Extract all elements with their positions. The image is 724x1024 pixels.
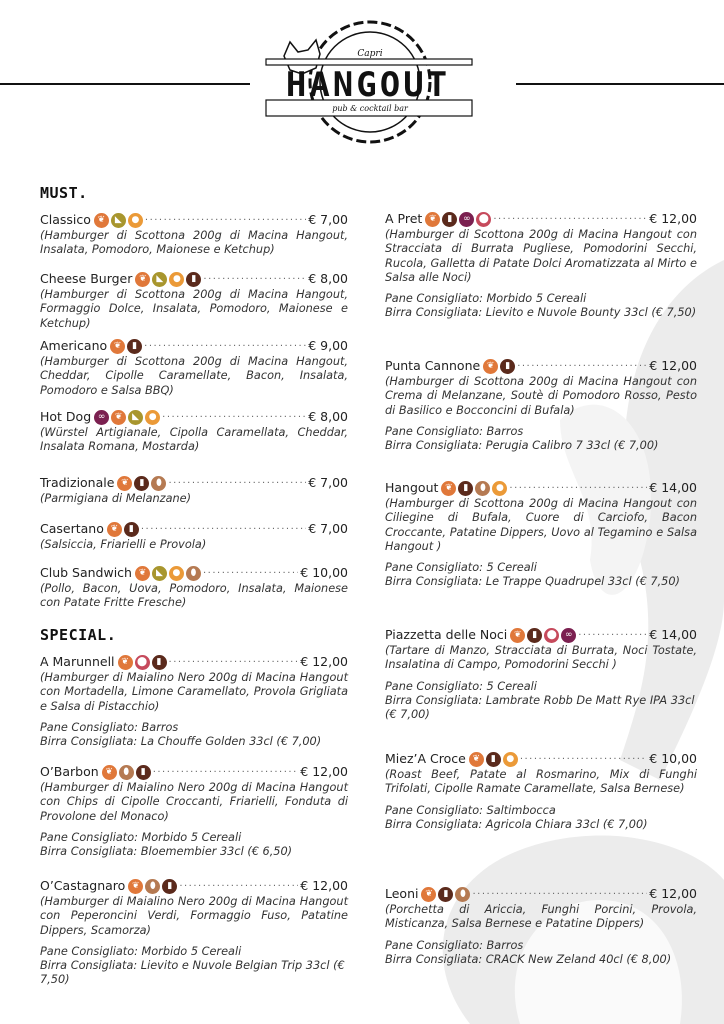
menu-item-description: (Salsiccia, Friarielli e Provola) <box>40 538 207 551</box>
menu-item-description: (Hamburger di Scottona 200g di Macina Hangout con Ciliegine di Bufala, Cuore di Carciofo, Bacon Croccante, Patatine Dippers, Uovo al Tegamino e Salsa Hangout ) <box>385 497 697 553</box>
wheat-icon: ❦ <box>483 359 498 374</box>
sulphites-icon: ∞ <box>561 628 576 643</box>
peanut-icon: ⬮ <box>475 481 490 496</box>
wheat-icon: ❦ <box>110 339 125 354</box>
menu-item-name: Hot Dog <box>40 408 92 424</box>
menu-item-description: (Hamburger di Scottona 200g di Macina Hangout, Cheddar, Cipolle Caramellate, Bacon, Insalata, Pomodoro e Salsa BBQ) <box>40 355 348 397</box>
peanut-icon: ⬮ <box>119 765 134 780</box>
recommendations <box>385 680 697 723</box>
recommendations <box>40 831 348 860</box>
recommended-bread: Pane Consigliato: Morbido 5 Cereali <box>40 944 242 958</box>
dot-leader <box>153 763 299 777</box>
recommended-beer: Birra Consigliata: Lievito e Nuvole Bounty 33cl (€ 7,50) <box>385 306 697 320</box>
eggs-icon: ● <box>169 272 184 287</box>
menu-item-header <box>40 878 348 894</box>
menu-item-price: € 12,00 <box>649 885 697 901</box>
recommendations <box>385 292 697 321</box>
menu-item-header <box>385 627 697 643</box>
dot-leader <box>578 626 647 640</box>
menu-item-header <box>40 212 348 228</box>
dot-leader <box>168 474 306 488</box>
wheat-icon: ❦ <box>469 752 484 767</box>
dot-leader <box>145 211 306 225</box>
eggs-icon: ● <box>169 566 184 581</box>
allergen-icons <box>510 628 576 643</box>
nut-icon: ⬤ <box>476 212 491 227</box>
menu-item-name: A Marunnell <box>40 653 115 669</box>
menu-item-header <box>385 480 697 496</box>
header-rule-right <box>516 83 724 85</box>
allergen-icons <box>469 752 518 767</box>
menu-item-name: O’Barbon <box>40 763 99 779</box>
menu-item <box>385 627 697 722</box>
wheat-icon: ❦ <box>510 628 525 643</box>
wheat-icon: ❦ <box>441 481 456 496</box>
menu-item <box>385 358 697 453</box>
menu-item <box>385 211 697 321</box>
svg-text:Capri: Capri <box>357 49 383 59</box>
menu-item <box>40 654 348 749</box>
dot-leader <box>169 653 299 667</box>
menu-item-description: (Hamburger di Scottona 200g di Macina Hangout con Stracciata di Burrata Pugliese, Pomodorini Secchi, Rucola, Galletta di Patate Dolci Aromatizzata al Mirto e Salsa alle Noci) <box>385 228 697 284</box>
menu-item-header <box>40 654 348 670</box>
menu-item-description: (Tartare di Manzo, Stracciata di Burrata, Noci Tostate, Insalatina di Campo, Pomodorini Secchi ) <box>385 644 697 672</box>
wheat-icon: ❦ <box>425 212 440 227</box>
peanut-icon: ⬮ <box>145 879 160 894</box>
menu-item-name: Cheese Burger <box>40 270 133 286</box>
svg-text:HANGOUT: HANGOUT <box>285 65 451 105</box>
sulphites-icon: ∞ <box>94 410 109 425</box>
menu-item <box>40 521 348 552</box>
jar-icon: ▮ <box>124 522 139 537</box>
menu-item-header <box>40 338 348 354</box>
menu-item <box>40 565 348 611</box>
menu-item-name: Piazzetta delle Noci <box>385 626 508 642</box>
menu-item-description: (Hamburger di Scottona 200g di Macina Hangout con Crema di Melanzane, Soutè di Pomodoro Rosso, Pesto di Basilico e Bocconcini di Bufala) <box>385 375 697 417</box>
recommendations <box>385 939 697 968</box>
recommendations <box>40 945 348 988</box>
recommended-bread: Pane Consigliato: Barros <box>385 938 524 952</box>
menu-item-header <box>385 211 697 227</box>
menu-item <box>40 475 348 506</box>
menu-item-description: (Hamburger di Scottona 200g di Macina Hangout, Formaggio Dolce, Insalata, Pomodoro, Maionese e Ketchup) <box>40 288 348 330</box>
menu-item-name: Miez’A Croce <box>385 750 466 766</box>
dot-leader <box>509 479 647 493</box>
allergen-icons <box>128 879 177 894</box>
svg-text:pub & cocktail bar: pub & cocktail bar <box>332 104 408 113</box>
menu-item-price: € 14,00 <box>649 626 697 642</box>
nut-icon: ⬤ <box>135 655 150 670</box>
jar-icon: ▮ <box>458 481 473 496</box>
jar-icon: ▮ <box>438 887 453 902</box>
menu-item-name: Punta Cannone <box>385 357 481 373</box>
menu-item-price: € 12,00 <box>649 357 697 373</box>
menu-item-description: (Würstel Artigianale, Cipolla Caramellata, Cheddar, Insalata Romana, Mostarda) <box>40 426 348 454</box>
dot-leader <box>179 877 298 891</box>
jar-icon: ▮ <box>136 765 151 780</box>
jar-icon: ▮ <box>442 212 457 227</box>
sulphites-icon: ∞ <box>459 212 474 227</box>
peanut-icon: ⬮ <box>151 476 166 491</box>
recommended-bread: Pane Consigliato: Saltimbocca <box>385 803 556 817</box>
recommended-bread: Pane Consigliato: 5 Cereali <box>385 679 537 693</box>
wheat-icon: ❦ <box>94 213 109 228</box>
menu-item-name: Hangout <box>385 479 439 495</box>
menu-item-header <box>40 521 348 537</box>
nut-icon: ⬤ <box>544 628 559 643</box>
menu-item <box>40 878 348 988</box>
recommended-beer: Birra Consigliata: Bloemembier 33cl (€ 6,50) <box>40 845 293 859</box>
allergen-icons <box>94 410 160 425</box>
allergen-icons <box>421 887 470 902</box>
recommended-bread: Pane Consigliato: Morbido 5 Cereali <box>40 830 242 844</box>
recommendations <box>385 425 697 454</box>
recommended-bread: Pane Consigliato: Barros <box>40 720 179 734</box>
menu-item-header <box>40 764 348 780</box>
menu-item-name: Americano <box>40 337 108 353</box>
allergen-icons <box>117 476 166 491</box>
recommended-bread: Pane Consigliato: 5 Cereali <box>385 561 537 575</box>
jar-icon: ▮ <box>127 339 142 354</box>
menu-item-name: Leoni <box>385 885 419 901</box>
menu-item-description: (Hamburger di Maialino Nero 200g di Macina Hangout con Chips di Cipolle Croccanti, Friarielli, Fonduta di Provolone del Monaco) <box>40 781 348 823</box>
jar-icon: ▮ <box>527 628 542 643</box>
menu-item <box>40 271 348 331</box>
menu-item-description: (Porchetta di Ariccia, Funghi Porcini, Provola, Misticanza, Salsa Bernese e Patatine Dippers) <box>385 903 697 931</box>
jar-icon: ▮ <box>186 272 201 287</box>
jar-icon: ▮ <box>486 752 501 767</box>
wheat-icon: ❦ <box>135 566 150 581</box>
allergen-icons <box>135 272 201 287</box>
menu-item <box>40 764 348 859</box>
menu-item-header <box>385 751 697 767</box>
dot-leader <box>472 885 647 899</box>
menu-item-price: € 12,00 <box>300 877 348 893</box>
dot-leader <box>203 564 298 578</box>
recommendations <box>385 804 697 833</box>
menu-item-name: A Pret <box>385 210 423 226</box>
section-heading-special: SPECIAL. <box>40 626 117 644</box>
menu-item-name: Classico <box>40 211 91 227</box>
menu-item-price: € 10,00 <box>649 750 697 766</box>
milk-icon: ◣ <box>128 410 143 425</box>
recommended-beer: Birra Consigliata: Perugia Calibro 7 33cl (€ 7,00) <box>385 439 659 453</box>
menu-item-header <box>40 271 348 287</box>
menu-item-description: (Hamburger di Maialino Nero 200g di Macina Hangout con Mortadella, Limone Caramellato, Provola Grigliata e Salsa di Pistacchio) <box>40 671 348 713</box>
milk-icon: ◣ <box>152 272 167 287</box>
eggs-icon: ● <box>128 213 143 228</box>
hangout-logo <box>262 14 474 152</box>
wheat-icon: ❦ <box>102 765 117 780</box>
section-heading-must: MUST. <box>40 184 88 202</box>
menu-item-name: Tradizionale <box>40 474 115 490</box>
jar-icon: ▮ <box>134 476 149 491</box>
eggs-icon: ● <box>492 481 507 496</box>
dot-leader <box>517 357 647 371</box>
allergen-icons <box>102 765 151 780</box>
menu-item-price: € 7,00 <box>308 520 348 536</box>
wheat-icon: ❦ <box>111 410 126 425</box>
recommended-bread: Pane Consigliato: Barros <box>385 424 524 438</box>
menu-item-price: € 8,00 <box>308 408 348 424</box>
dot-leader <box>203 270 306 284</box>
allergen-icons <box>135 566 201 581</box>
eggs-icon: ● <box>503 752 518 767</box>
recommendations <box>40 721 348 750</box>
recommended-beer: Birra Consigliata: Le Trappe Quadrupel 33cl (€ 7,50) <box>385 575 680 589</box>
eggs-icon: ● <box>145 410 160 425</box>
milk-icon: ◣ <box>152 566 167 581</box>
menu-item-price: € 7,00 <box>308 211 348 227</box>
allergen-icons <box>441 481 507 496</box>
dot-leader <box>144 337 306 351</box>
recommended-beer: Birra Consigliata: La Chouffe Golden 33cl (€ 7,00) <box>40 735 322 749</box>
wheat-icon: ❦ <box>107 522 122 537</box>
allergen-icons <box>94 213 143 228</box>
menu-item-price: € 12,00 <box>649 210 697 226</box>
peanut-icon: ⬮ <box>186 566 201 581</box>
menu-item-price: € 7,00 <box>308 474 348 490</box>
header-rule-left <box>0 83 250 85</box>
recommended-beer: Birra Consigliata: Lambrate Robb De Matt Rye IPA 33cl (€ 7,00) <box>385 693 695 722</box>
menu-item <box>40 212 348 258</box>
milk-icon: ◣ <box>111 213 126 228</box>
menu-item-description: (Hamburger di Scottona 200g di Macina Hangout, Insalata, Pomodoro, Maionese e Ketchup) <box>40 229 348 257</box>
menu-item <box>385 886 697 967</box>
menu-item-price: € 10,00 <box>300 564 348 580</box>
peanut-icon: ⬮ <box>455 887 470 902</box>
menu-item-price: € 8,00 <box>308 270 348 286</box>
allergen-icons <box>118 655 167 670</box>
recommended-beer: Birra Consigliata: Lievito e Nuvole Belgian Trip 33cl (€ 7,50) <box>40 959 345 987</box>
menu-item-description: (Roast Beef, Patate al Rosmarino, Mix di Funghi Trifolati, Cipolle Ramate Caramellate, Salsa Bernese) <box>385 768 697 796</box>
menu-item <box>40 409 348 455</box>
wheat-icon: ❦ <box>135 272 150 287</box>
menu-item-price: € 9,00 <box>308 337 348 353</box>
recommended-bread: Pane Consigliato: Morbido 5 Cereali <box>385 292 587 306</box>
menu-item-price: € 14,00 <box>649 479 697 495</box>
menu-item-header <box>40 409 348 425</box>
menu-item-description: (Pollo, Bacon, Uova, Pomodoro, Insalata, Maionese con Patate Fritte Fresche) <box>40 582 348 610</box>
menu-item-price: € 12,00 <box>300 763 348 779</box>
menu-item <box>385 751 697 832</box>
wheat-icon: ❦ <box>421 887 436 902</box>
menu-item <box>40 338 348 398</box>
menu-item-header <box>40 565 348 581</box>
menu-item-price: € 12,00 <box>300 653 348 669</box>
dot-leader <box>520 750 647 764</box>
wheat-icon: ❦ <box>117 476 132 491</box>
menu-item-header <box>385 886 697 902</box>
menu-item-header <box>385 358 697 374</box>
menu-item-header <box>40 475 348 491</box>
jar-icon: ▮ <box>152 655 167 670</box>
allergen-icons <box>110 339 142 354</box>
wheat-icon: ❦ <box>128 879 143 894</box>
dot-leader <box>493 210 647 224</box>
allergen-icons <box>483 359 515 374</box>
menu-item-name: O’Castagnaro <box>40 877 126 893</box>
dot-leader <box>141 520 306 534</box>
wheat-icon: ❦ <box>118 655 133 670</box>
allergen-icons <box>425 212 491 227</box>
menu-item-description: (Hamburger di Maialino Nero 200g di Macina Hangout con Peperoncini Verdi, Formaggio Fuso, Patatine Dippers, Scamorza) <box>40 895 348 937</box>
menu-item <box>385 480 697 590</box>
dot-leader <box>162 408 306 422</box>
menu-item-description: (Parmigiana di Melanzane) <box>40 492 192 505</box>
recommended-beer: Birra Consigliata: Agricola Chiara 33cl (€ 7,00) <box>385 817 648 831</box>
allergen-icons <box>107 522 139 537</box>
menu-item-name: Club Sandwich <box>40 564 132 580</box>
jar-icon: ▮ <box>162 879 177 894</box>
menu-item-name: Casertano <box>40 520 104 536</box>
jar-icon: ▮ <box>500 359 515 374</box>
recommendations <box>385 561 697 590</box>
recommended-beer: Birra Consigliata: CRACK New Zeland 40cl (€ 8,00) <box>385 952 672 966</box>
